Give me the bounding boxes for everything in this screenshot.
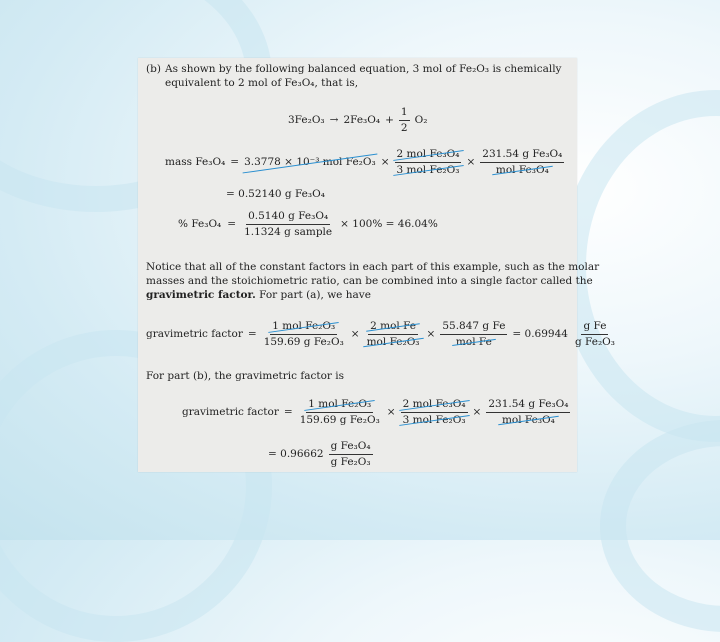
gf-b-x1: × — [386, 406, 396, 419]
coef-den: 2 — [400, 122, 408, 135]
eq-lhs: 3Fe₂O₃ — [288, 114, 325, 127]
gf-a-f2-den: mol Fe₂O₃ — [366, 336, 420, 349]
gf-b-frac1 — [298, 398, 382, 427]
percent-fraction — [242, 210, 334, 239]
gf-a-frac3 — [440, 320, 507, 349]
eq-o2: O₂ — [414, 114, 428, 127]
gf-a-eq: = — [247, 328, 257, 341]
gf-b-equation — [182, 398, 570, 427]
gf-a-frac2 — [365, 320, 422, 349]
mass-eq: = — [230, 156, 240, 169]
gf-b-f4-num: g Fe₃O₄ — [329, 440, 373, 455]
percent-result: × 100% = 46.04% — [340, 218, 438, 231]
gf-b-f1-num: 1 mol Fe₂O₃ — [306, 398, 373, 413]
mass-frac1-den: 3 mol Fe₂O₃ — [396, 164, 460, 177]
mass-label: mass Fe₃O₄ — [165, 156, 226, 169]
gf-a-x1: × — [350, 328, 360, 341]
notice-line1: Notice that all of the constant factors in each part of this example, such as the molar — [146, 261, 600, 273]
textbook-page — [138, 58, 615, 472]
gf-a-f1-num: 1 mol Fe₂O₃ — [270, 320, 337, 335]
mass-fraction1 — [395, 148, 462, 177]
gf-a-label: gravimetric factor — [146, 328, 243, 341]
gf-a-frac1 — [262, 320, 346, 349]
mass-value: 3.3778 × 10⁻³ mol Fe₂O₃ — [244, 156, 376, 169]
mass-frac1-num: 2 mol Fe₃O₄ — [395, 148, 462, 163]
eq-coefficient — [399, 106, 410, 135]
mass-frac2-num: 231.54 g Fe₃O₄ — [480, 148, 564, 163]
notice-line2: masses and the stoichiometric ratio, can be combined into a single factor called the — [146, 275, 593, 287]
gf-a-f4-num: g Fe — [581, 320, 608, 335]
partb-intro-line2: equivalent to 2 mol of Fe₃O₄, that is, — [165, 77, 359, 89]
mass-calculation — [165, 148, 564, 177]
gf-b-f2-den: 3 mol Fe₂O₃ — [402, 414, 466, 427]
gf-b-eq2: = 0.96662 — [268, 448, 324, 461]
gf-b-f1-den: 159.69 g Fe₂O₃ — [299, 414, 380, 427]
gf-b-f4-den: g Fe₂O₃ — [330, 456, 371, 469]
coef-num: 1 — [399, 106, 410, 121]
gf-b-f3-den: mol Fe₃O₄ — [501, 414, 555, 427]
notice-line3 — [146, 289, 371, 302]
gf-b-result — [268, 440, 373, 469]
partb-label: (b) — [146, 63, 161, 75]
percent-label: % Fe₃O₄ — [178, 218, 222, 231]
gf-a-f1-den: 159.69 g Fe₂O₃ — [263, 336, 344, 349]
background-swirl — [600, 420, 720, 632]
partb-gf-intro: For part (b), the gravimetric factor is — [146, 370, 345, 382]
gf-a-eq2: = 0.69944 — [512, 328, 568, 341]
gf-b-frac3 — [486, 398, 570, 427]
gf-a-f4-den: g Fe₂O₃ — [574, 336, 615, 349]
mass-fraction2 — [480, 148, 564, 177]
gf-b-frac4 — [329, 440, 373, 469]
gf-b-label: gravimetric factor — [182, 406, 279, 419]
balanced-equation — [288, 106, 427, 135]
eq-rhs1: 2Fe₃O₄ — [343, 114, 381, 127]
mass-times2: × — [466, 156, 476, 169]
gf-b-f3-num: 231.54 g Fe₃O₄ — [486, 398, 570, 413]
notice-line3-rest: For part (a), we have — [255, 289, 371, 301]
percent-den: 1.1324 g sample — [244, 226, 333, 239]
gf-a-frac4 — [573, 320, 617, 349]
mass-result: = 0.52140 g Fe₃O₄ — [226, 188, 325, 200]
percent-eq: = — [227, 218, 237, 231]
gravimetric-factor-term: gravimetric factor. — [146, 289, 256, 301]
partb-intro-line1: As shown by the following balanced equation, 3 mol of Fe₂O₃ is chemically — [165, 63, 562, 75]
percent-num: 0.5140 g Fe₃O₄ — [246, 210, 330, 225]
gf-a-equation — [146, 320, 617, 349]
percent-calculation — [178, 210, 438, 239]
gf-a-f3-num: 55.847 g Fe — [440, 320, 507, 335]
mass-times1: × — [380, 156, 390, 169]
mass-frac2-den: mol Fe₃O₄ — [495, 164, 549, 177]
eq-plus: + — [385, 114, 394, 127]
gf-b-f2-num: 2 mol Fe₃O₄ — [401, 398, 468, 413]
eq-arrow: → — [329, 114, 339, 127]
gf-b-eq: = — [283, 406, 293, 419]
gf-b-frac2 — [401, 398, 468, 427]
gf-a-x2: × — [426, 328, 436, 341]
gf-a-f3-den: mol Fe — [455, 336, 492, 349]
gf-b-x2: × — [472, 406, 482, 419]
gf-a-f2-num: 2 mol Fe — [368, 320, 418, 335]
